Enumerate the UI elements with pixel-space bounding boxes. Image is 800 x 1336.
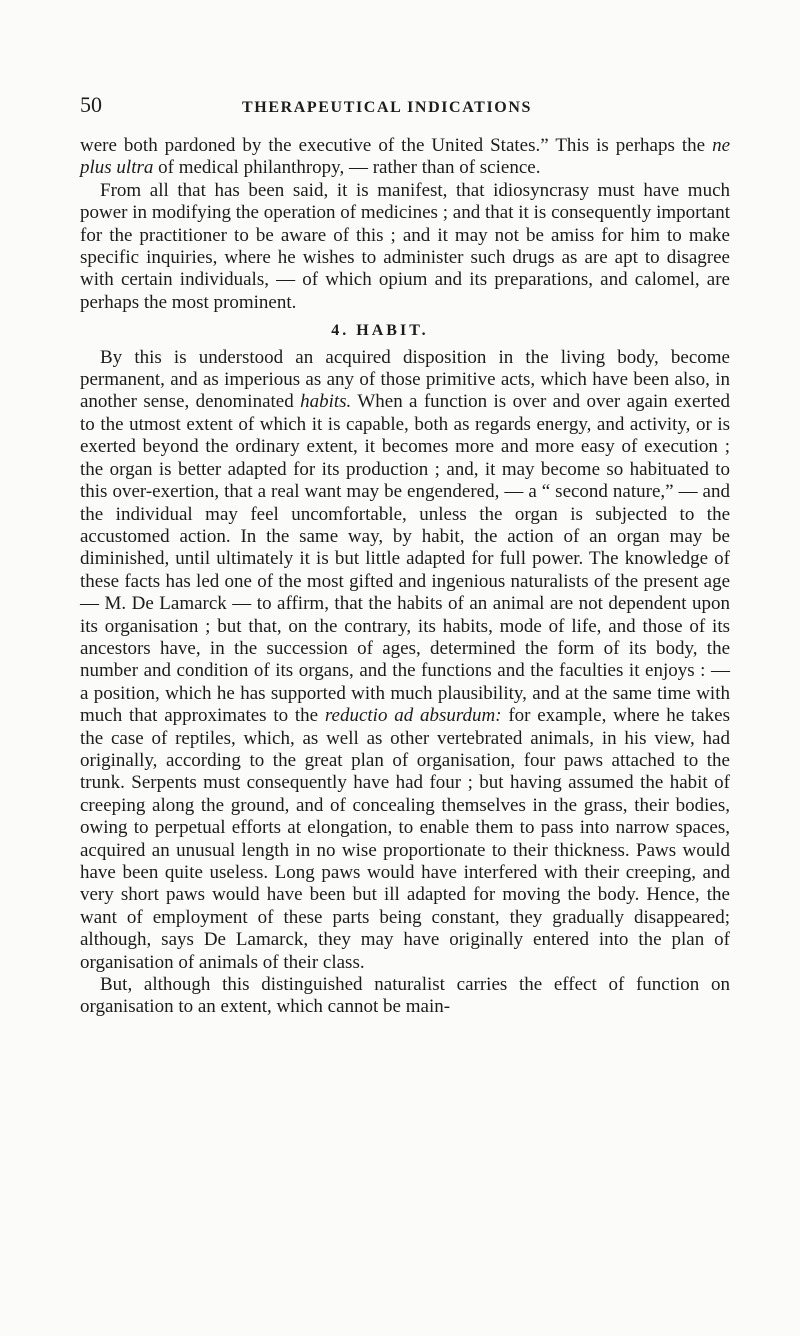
- paragraph-3-text-c: for example, where he takes the case of reptiles, which, as well as other vertebrated animals, in his view, had originally, according to the great plan of organisation, four paws attached to the trunk. Serpents must consequently have had four ; but having assumed the habit of creeping along the ground, and of concealing themselves in the grass, their bodies, owing to perpetual efforts at elongation, to enable them to pass into narrow spaces, acquired an unusual length in no wise proportionate to their thickness. Paws would have been quite useless. Long paws would have interfered with their creeping, and very short paws would have been but ill adapted for moving the body. Hence, the want of employment of these parts being constant, they gradually disappeared; although, says De Lamarck, they may have originally entered into the plan of organisation of animals of their class.: [80, 705, 730, 973]
- paragraph-2: From all that has been said, it is manifest, that idiosyncrasy must have much power in modifying the operation of medicines ; and that it is consequently important for the practitioner to be aware of this ; and it may not be amiss for him to make specific inquiries, where he wishes to administer such drugs as are apt to disagree with certain individuals, — of which opium and its preparations, and calomel, are perhaps the most prominent.: [80, 179, 730, 313]
- paragraph-3-italic-reductio: reductio ad absurdum:: [324, 705, 502, 727]
- paragraph-1-italic: ne plus ultra: [80, 135, 730, 179]
- section-heading: 4. HABIT.: [331, 322, 429, 340]
- paragraph-1: [80, 135, 730, 180]
- running-head: [80, 92, 730, 122]
- paragraph-3-text-a: By this is understood an acquired disposition in the living body, become permanent, and as imperious as any of those primitive acts, which have been also, in another sense, denominated: [80, 346, 730, 413]
- page-number: 50: [80, 92, 102, 117]
- running-title: THERAPEUTICAL INDICATIONS: [242, 99, 532, 116]
- paragraph-3-italic-habits: habits.: [300, 391, 352, 413]
- paragraph-4: But, although this distinguished naturalist carries the effect of function on organisation to an extent, which cannot be main-: [80, 974, 730, 1018]
- paragraph-1-text-a: were both pardoned by the executive of the United States.” This is perhaps the: [80, 135, 713, 156]
- paragraph-3-text-b: When a function is over and over again exerted to the utmost extent of which it is capable, both as regards energy, and activity, or is exerted beyond the ordinary extent, it becomes more and more easy of execution ; the organ is better adapted for its production ; and, it may become so habituated to this over-exertion, that a real want may be engendered, — a “ second nature,” — and the individual may feel uncomfortable, unless the organ is subjected to the accustomed action. In the same way, by habit, the action of an organ may be diminished, until ultimately it is but little adapted for full power. The knowledge of these facts has led one of the most gifted and ingenious naturalists of the present age — M. De Lamarck — to affirm, that the habits of an animal are not dependent upon its organisation ; but that, on the contrary, its habits, mode of life, and those of its ancestors have, in the succession of ages, determined the form of its body, the number and condition of its organs, and the functions and the faculties it enjoys : — a position, which he has supported with much plausibility, and at the same time with much that approximates to the: [80, 391, 731, 727]
- book-page: [80, 92, 730, 1019]
- body-text: [80, 135, 730, 1019]
- paragraph-3: [80, 347, 730, 974]
- paragraph-1-text-b: of medical philanthropy, — rather than of science.: [153, 157, 541, 179]
